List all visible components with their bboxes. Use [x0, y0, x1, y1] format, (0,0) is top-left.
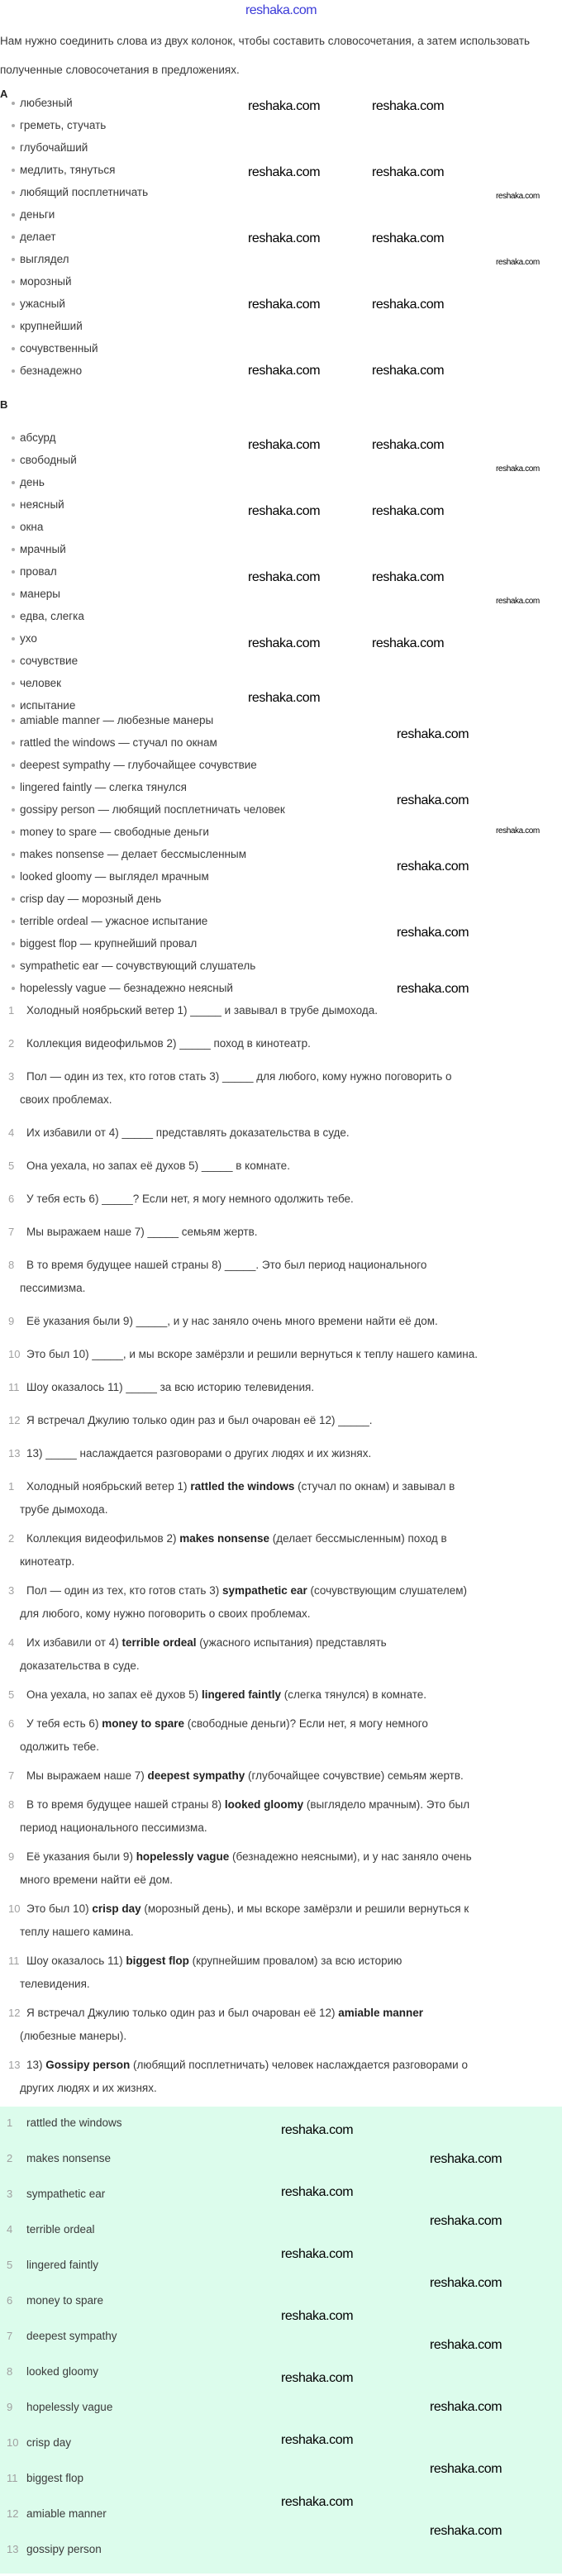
item-number: 6: [8, 1717, 15, 1730]
answer-item: [0, 1950, 562, 1996]
answer-text-cont: теплу нашего камина.: [20, 1926, 134, 1938]
item-number: 1: [8, 1480, 15, 1493]
pair-item: looked gloomy — выглядел мрачным: [0, 865, 285, 888]
summary-item: [0, 2360, 248, 2396]
watermark: reshaka.com: [372, 636, 445, 650]
list-item: испытание: [0, 694, 84, 717]
question-text: Коллекция видеофильмов 2) _____ поход в кинотеатр.: [26, 1037, 311, 1050]
list-item: морозный: [0, 270, 148, 293]
question-item: [0, 1254, 562, 1300]
questions-list: [0, 999, 562, 1465]
watermark: reshaka.com: [496, 826, 540, 836]
pair-item: sympathetic ear — сочувствующий слушатель: [0, 955, 285, 977]
item-number: 11: [8, 1381, 20, 1393]
summary-item: [0, 2147, 248, 2183]
answer-text-pre: Коллекция видеофильмов 2): [26, 1532, 180, 1545]
summary-item: [0, 2467, 248, 2502]
item-number: 1: [8, 1004, 15, 1017]
answer-text-post: (глубочайщее сочувствие) семьям жертв.: [245, 1769, 464, 1782]
watermark: reshaka.com: [430, 2338, 502, 2352]
summary-item: [0, 2502, 248, 2538]
question-text: Холодный ноябрьский ветер 1) _____ и завывал в трубе дымохода.: [26, 1004, 378, 1017]
item-number: 5: [8, 1688, 15, 1701]
summary-text: hopelessly vague: [26, 2401, 113, 2413]
question-item: [0, 1188, 562, 1211]
watermark: reshaka.com: [430, 2524, 502, 2538]
item-number: 6: [8, 1193, 15, 1205]
answer-text-post: (делает бессмысленным) поход в: [269, 1532, 447, 1545]
question-text: Их избавили от 4) _____ представлять доказательства в суде.: [26, 1126, 350, 1139]
item-number: 3: [8, 1584, 15, 1597]
answers-list: [0, 1475, 562, 2100]
section-b-label: B: [0, 398, 8, 411]
item-number: 8: [8, 1798, 15, 1811]
watermark: reshaka.com: [397, 926, 469, 940]
pair-item: deepest sympathy — глубочайщее сочувствие: [0, 754, 285, 776]
item-number: 9: [8, 1315, 15, 1327]
answer-text-pre: Она уехала, но запах её духов 5): [26, 1688, 202, 1701]
answer-text-post: (безнадежно неясными), и у нас заняло очень: [229, 1850, 472, 1863]
list-item: глубочайший: [0, 136, 148, 159]
question-item: [0, 1032, 562, 1055]
watermark: reshaka.com: [372, 99, 445, 113]
list-item: деньги: [0, 203, 148, 226]
pair-item: crisp day — морозный день: [0, 888, 285, 910]
answer-text-cont: много времени найти её дом.: [20, 1874, 174, 1886]
answer-term: rattled the windows: [190, 1480, 295, 1493]
answer-text-pre: Пол — один из тех, кто готов стать 3): [26, 1584, 222, 1597]
item-number: 10: [8, 1902, 21, 1915]
watermark: reshaka.com: [248, 99, 321, 113]
answer-term: biggest flop: [126, 1955, 189, 1967]
watermark: reshaka.com: [248, 438, 321, 452]
watermark: reshaka.com: [397, 727, 469, 741]
watermark: reshaka.com: [248, 298, 321, 312]
watermark: reshaka.com: [430, 2152, 502, 2166]
list-item: делает: [0, 226, 148, 248]
watermark: reshaka.com: [372, 364, 445, 378]
item-number: 1: [7, 2117, 13, 2129]
summary-list: [0, 2112, 248, 2574]
answer-text-pre: Её указания были 9): [26, 1850, 136, 1863]
answer-text-post: (свободные деньги)? Если нет, я могу немного: [183, 1717, 428, 1730]
list-item: человек: [0, 672, 84, 694]
question-text: Пол — один из тех, кто готов стать 3) _____ для любого, кому нужно поговорить о: [26, 1070, 452, 1083]
item-number: 4: [8, 1636, 15, 1649]
pair-item: gossipy person — любящий посплетничать человек: [0, 798, 285, 821]
summary-text: money to spare: [26, 2294, 104, 2307]
question-item: [0, 1409, 562, 1432]
question-text-cont: пессимизма.: [20, 1282, 86, 1294]
list-item: сочувствие: [0, 650, 84, 672]
question-text: У тебя есть 6) _____? Если нет, я могу немного одолжить тебе.: [26, 1193, 354, 1205]
watermark: reshaka.com: [372, 165, 445, 179]
answer-text-cont: трубе дымохода.: [20, 1503, 108, 1516]
section-a-list: [0, 92, 148, 382]
watermark: reshaka.com: [372, 504, 445, 518]
question-text-cont: своих проблемах.: [20, 1093, 112, 1106]
watermark: reshaka.com: [248, 570, 321, 584]
item-number: 13: [7, 2543, 19, 2555]
question-item: [0, 1343, 562, 1366]
answer-text-cont: для любого, кому нужно поговорить о своих проблемах.: [20, 1607, 311, 1620]
summary-item: [0, 2289, 248, 2325]
answer-term: terrible ordeal: [121, 1636, 197, 1649]
answer-item: [0, 1712, 562, 1759]
pair-item: rattled the windows — стучал по окнам: [0, 731, 285, 754]
watermark: reshaka.com: [430, 2276, 502, 2290]
item-number: 8: [7, 2365, 13, 2378]
answer-text-pre: Шоу оказалось 11): [26, 1955, 126, 1967]
item-number: 9: [7, 2401, 13, 2413]
list-item: манеры: [0, 583, 84, 605]
site-logo[interactable]: reshaka.com: [245, 3, 317, 17]
answer-text-post: (стучал по окнам) и завывал в: [294, 1480, 455, 1493]
answer-text-post: (сочувствующим слушателем): [307, 1584, 467, 1597]
section-a-label: A: [0, 88, 8, 100]
answer-item: [0, 1475, 562, 1521]
answer-term: makes nonsense: [179, 1532, 270, 1545]
answer-text-pre: Их избавили от 4): [26, 1636, 122, 1649]
answer-text-pre: Я встречал Джулию только один раз и был очарован её 12): [26, 2007, 339, 2019]
question-item: [0, 1221, 562, 1244]
summary-text: crisp day: [26, 2436, 72, 2449]
summary-text: gossipy person: [26, 2543, 102, 2555]
answer-term: amiable manner: [338, 2007, 424, 2019]
list-item: любезный: [0, 92, 148, 114]
list-item: крупнейший: [0, 315, 148, 337]
item-number: 12: [8, 2007, 21, 2019]
watermark: reshaka.com: [248, 364, 321, 378]
item-number: 7: [8, 1769, 15, 1782]
watermark: reshaka.com: [281, 2495, 354, 2509]
watermark: reshaka.com: [281, 2309, 354, 2323]
question-text: Её указания были 9) _____, и у нас заняло очень много времени найти её дом.: [26, 1315, 438, 1327]
exercise-content: [0, 999, 562, 2574]
answer-item: [0, 1845, 562, 1892]
answer-text-cont: телевидения.: [20, 1978, 90, 1990]
watermark: reshaka.com: [248, 504, 321, 518]
item-number: 13: [8, 2059, 21, 2071]
question-text: Шоу оказалось 11) _____ за всю историю телевидения.: [26, 1381, 315, 1393]
summary-item: [0, 2112, 248, 2147]
question-text: Она уехала, но запах её духов 5) _____ в комнате.: [26, 1159, 290, 1172]
watermark: reshaka.com: [248, 636, 321, 650]
watermark: reshaka.com: [281, 2371, 354, 2385]
question-item: [0, 1442, 562, 1465]
answer-text-pre: Это был 10): [26, 1902, 93, 1915]
answer-text-pre: Мы выражаем наше 7): [26, 1769, 148, 1782]
answer-text-cont: доказательства в суде.: [20, 1659, 140, 1672]
summary-text: sympathetic ear: [26, 2188, 106, 2200]
watermark: reshaka.com: [397, 859, 469, 874]
summary-text: rattled the windows: [26, 2117, 122, 2129]
answer-term: money to spare: [102, 1717, 184, 1730]
item-number: 11: [7, 2472, 18, 2484]
list-item: мрачный: [0, 538, 84, 560]
question-text: Я встречал Джулию только один раз и был очарован её 12) _____.: [26, 1414, 373, 1426]
watermark: reshaka.com: [430, 2400, 502, 2414]
answer-text-post: (ужасного испытания) представлять: [196, 1636, 387, 1649]
answer-text-pre: У тебя есть 6): [26, 1717, 102, 1730]
answer-text-post: (крупнейшим провалом) за всю историю: [188, 1955, 402, 1967]
answer-term: deepest sympathy: [147, 1769, 245, 1782]
question-item: [0, 1310, 562, 1333]
item-number: 9: [8, 1850, 15, 1863]
list-item: выглядел: [0, 248, 148, 270]
watermark: reshaka.com: [281, 2123, 354, 2137]
item-number: 4: [8, 1126, 15, 1139]
watermark: reshaka.com: [496, 597, 540, 606]
answer-text-cont: других людях и их жизнях.: [20, 2082, 157, 2094]
item-number: 6: [7, 2294, 13, 2307]
watermark: reshaka.com: [430, 2462, 502, 2476]
section-b-list: [0, 426, 84, 717]
answer-text-cont: период национального пессимизма.: [20, 1821, 207, 1834]
watermark: reshaka.com: [430, 2214, 502, 2228]
answer-term: looked gloomy: [224, 1798, 304, 1811]
pair-item: makes nonsense — делает бессмысленным: [0, 843, 285, 865]
summary-text: looked gloomy: [26, 2365, 99, 2378]
answer-text-pre: 13): [26, 2059, 46, 2071]
answer-term: sympathetic ear: [221, 1584, 307, 1597]
summary-item: [0, 2431, 248, 2467]
list-item: абсурд: [0, 426, 84, 449]
pair-item: biggest flop — крупнейший провал: [0, 932, 285, 955]
answer-text-pre: В то время будущее нашей страны 8): [26, 1798, 225, 1811]
pair-item: amiable manner — любезные манеры: [0, 709, 285, 731]
watermark: reshaka.com: [372, 570, 445, 584]
item-number: 10: [8, 1348, 21, 1360]
answer-item: [0, 1527, 562, 1574]
answer-term: lingered faintly: [201, 1688, 281, 1701]
item-number: 12: [8, 1414, 21, 1426]
summary-item: [0, 2538, 248, 2574]
watermark: reshaka.com: [372, 438, 445, 452]
summary-item: [0, 2254, 248, 2289]
question-item: [0, 1121, 562, 1145]
question-item: [0, 1065, 562, 1112]
answer-item: [0, 1793, 562, 1840]
pair-item: money to spare — свободные деньги: [0, 821, 285, 843]
answer-text-pre: Холодный ноябрьский ветер 1): [26, 1480, 191, 1493]
summary-text: makes nonsense: [26, 2152, 112, 2164]
list-item: свободный: [0, 449, 84, 471]
question-item: [0, 1376, 562, 1399]
list-item: провал: [0, 560, 84, 583]
item-number: 3: [8, 1070, 15, 1083]
question-text: 13) _____ наслаждается разговорами о других людях и их жизнях.: [26, 1447, 372, 1459]
summary-panel: [0, 2107, 562, 2574]
question-text: Это был 10) _____, и мы вскоре замёрзли и решили вернуться к теплу нашего камина.: [26, 1348, 478, 1360]
item-number: 2: [8, 1037, 15, 1050]
watermark: reshaka.com: [372, 298, 445, 312]
watermark: reshaka.com: [496, 192, 540, 201]
item-number: 10: [7, 2436, 19, 2449]
item-number: 12: [7, 2507, 19, 2520]
answer-item: [0, 1579, 562, 1626]
list-item: окна: [0, 516, 84, 538]
answer-item: [0, 1897, 562, 1944]
summary-item: [0, 2218, 248, 2254]
item-number: 5: [8, 1159, 15, 1172]
answer-text-post: (слегка тянулся) в комнате.: [280, 1688, 427, 1701]
list-item: безнадежно: [0, 359, 148, 382]
watermark: reshaka.com: [248, 691, 321, 705]
watermark: reshaka.com: [397, 793, 469, 807]
summary-text: lingered faintly: [26, 2259, 99, 2271]
item-number: 13: [8, 1447, 21, 1459]
answer-term: Gossipy person: [45, 2059, 131, 2071]
answer-text-post: (выглядело мрачным). Это был: [303, 1798, 470, 1811]
pair-item: terrible ordeal — ужасное испытание: [0, 910, 285, 932]
answer-item: [0, 2054, 562, 2100]
summary-text: deepest sympathy: [26, 2330, 117, 2342]
answer-text-post: (любящий посплетничать) человек наслаждается разговорами о: [130, 2059, 468, 2071]
question-item: [0, 999, 562, 1022]
watermark: reshaka.com: [496, 464, 540, 474]
summary-item: [0, 2183, 248, 2218]
question-item: [0, 1155, 562, 1178]
summary-text: amiable manner: [26, 2507, 107, 2520]
watermark: reshaka.com: [281, 2247, 354, 2261]
summary-item: [0, 2396, 248, 2431]
summary-text: terrible ordeal: [26, 2223, 95, 2236]
answer-text-post: (морозный день), и мы вскоре замёрзли и решили вернуться к: [140, 1902, 469, 1915]
list-item: день: [0, 471, 84, 493]
item-number: 4: [7, 2223, 13, 2236]
list-item: любящий посплетничать: [0, 181, 148, 203]
answer-item: [0, 1631, 562, 1678]
summary-item: [0, 2325, 248, 2360]
watermark: reshaka.com: [397, 982, 469, 996]
list-item: неясный: [0, 493, 84, 516]
item-number: 11: [8, 1955, 20, 1967]
pair-item: hopelessly vague — безнадежно неясный: [0, 977, 285, 999]
item-number: 8: [8, 1259, 15, 1271]
pair-item: lingered faintly — слегка тянулся: [0, 776, 285, 798]
answer-term: crisp day: [92, 1902, 141, 1915]
list-item: греметь, стучать: [0, 114, 148, 136]
answer-item: [0, 1764, 562, 1788]
task-intro: Нам нужно соединить слова из двух колонок, чтобы составить словосочетания, а затем использовать полученные словосочетания в предложениях.: [0, 35, 531, 76]
item-number: 2: [7, 2152, 13, 2164]
answer-term: hopelessly vague: [136, 1850, 230, 1863]
watermark: reshaka.com: [372, 231, 445, 245]
question-text: В то время будущее нашей страны 8) _____. Это был период национального: [26, 1259, 427, 1271]
answer-text-cont: одолжить тебе.: [20, 1740, 99, 1753]
item-number: 3: [7, 2188, 13, 2200]
answer-item: [0, 1683, 562, 1707]
list-item: едва, слегка: [0, 605, 84, 627]
watermark: reshaka.com: [248, 165, 321, 179]
watermark: reshaka.com: [496, 258, 540, 267]
list-item: сочувственный: [0, 337, 148, 359]
watermark: reshaka.com: [248, 231, 321, 245]
list-item: ужасный: [0, 293, 148, 315]
pairs-list: [0, 709, 285, 999]
watermark: reshaka.com: [281, 2185, 354, 2199]
item-number: 7: [8, 1226, 15, 1238]
question-text: Мы выражаем наше 7) _____ семьям жертв.: [26, 1226, 258, 1238]
answer-text-cont: кинотеатр.: [20, 1555, 75, 1568]
answer-text-cont: (любезные манеры).: [20, 2030, 127, 2042]
summary-text: biggest flop: [26, 2472, 84, 2484]
list-item: ухо: [0, 627, 84, 650]
item-number: 2: [8, 1532, 15, 1545]
item-number: 5: [7, 2259, 13, 2271]
list-item: медлить, тянуться: [0, 159, 148, 181]
answer-item: [0, 2002, 562, 2048]
watermark: reshaka.com: [281, 2433, 354, 2447]
item-number: 7: [7, 2330, 13, 2342]
